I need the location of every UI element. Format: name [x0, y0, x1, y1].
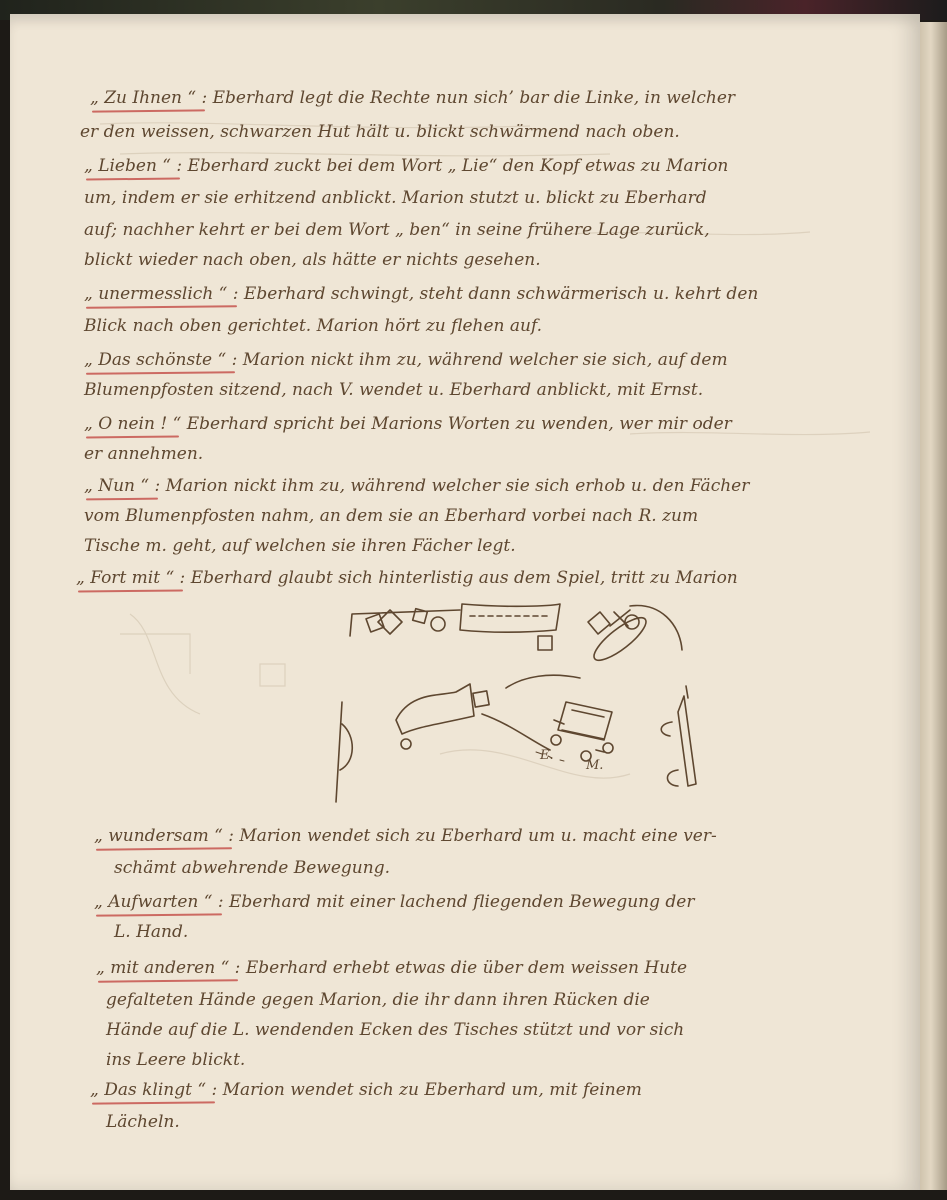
text-line-7: [84, 286, 758, 303]
text-line-20: [114, 924, 188, 941]
text-line-5: [84, 222, 710, 239]
dialogue-cue: „ Nun “ :: [84, 476, 161, 496]
text-line-10: [84, 382, 703, 399]
text-line-24: [106, 1052, 245, 1069]
dialogue-cue: „ mit anderen “ :: [96, 958, 241, 978]
text-line-6: [84, 252, 541, 269]
text-line-17: [94, 828, 717, 845]
dialogue-cue: „ wundersam “ :: [94, 826, 234, 846]
text-line-26: [106, 1114, 180, 1131]
dialogue-cue: „ Das schönste “ :: [84, 350, 238, 370]
adjacent-page-edge: [920, 22, 947, 1190]
dialogue-cue: „ Zu Ihnen “ :: [90, 88, 208, 108]
stage-direction: schämt abwehrende Bewegung.: [114, 858, 390, 878]
stage-direction: vom Blumenpfosten nahm, an dem sie an Eberhard vorbei nach R. zum: [84, 506, 699, 526]
dialogue-cue: „ Fort mit “ :: [76, 568, 186, 588]
stage-direction: Lächeln.: [106, 1112, 180, 1132]
stage-direction: Hände auf die L. wendenden Ecken des Tisches stützt und vor sich: [106, 1020, 685, 1040]
stage-direction: Eberhard legt die Rechte nun sich’ bar die Linke, in welcher: [212, 88, 736, 108]
stage-direction: ins Leere blickt.: [106, 1050, 246, 1070]
stage-direction: Marion wendet sich zu Eberhard um, mit feinem: [222, 1080, 642, 1100]
dialogue-cue: „ Lieben “ :: [84, 156, 183, 176]
dialogue-cue: „ O nein ! “: [84, 414, 182, 434]
stage-blocking-diagram: [310, 574, 730, 834]
stage-direction: um, indem er sie erhitzend anblickt. Marion stutzt u. blickt zu Eberhard: [84, 188, 707, 208]
dialogue-cue: „ Aufwarten “ :: [94, 892, 224, 912]
text-line-2: [80, 124, 680, 141]
stage-direction: Marion nickt ihm zu, während welcher sie sich erhob u. den Fächer: [165, 476, 750, 496]
text-line-9: [84, 352, 728, 369]
stage-sketch: [310, 574, 730, 834]
stage-direction: Eberhard schwingt, steht dann schwärmerisch u. kehrt den: [243, 284, 759, 304]
stage-direction: blickt wieder nach oben, als hätte er nichts gesehen.: [84, 250, 541, 270]
text-line-15: [84, 538, 516, 555]
text-line-1: [90, 90, 735, 107]
stage-direction: er den weissen, schwarzen Hut hält u. blickt schwärmend nach oben.: [80, 122, 680, 142]
stage-direction: Marion wendet sich zu Eberhard um u. macht eine ver-: [239, 826, 717, 846]
eberhard-position-label: E.: [540, 748, 554, 763]
stage-direction: Eberhard zuckt bei dem Wort „ Lie“ den Kopf etwas zu Marion: [187, 156, 729, 176]
stage-direction: L. Hand.: [114, 922, 189, 942]
stage-direction: Eberhard spricht bei Marions Worten zu wenden, wer mir oder: [186, 414, 732, 434]
text-line-13: [84, 478, 749, 495]
text-line-4: [84, 190, 707, 207]
stage-direction: Blick nach oben gerichtet. Marion hört zu flehen auf.: [84, 316, 543, 336]
text-line-22: [106, 992, 650, 1009]
text-line-23: [106, 1022, 684, 1039]
text-line-11: [84, 416, 732, 433]
stage-direction: gefalteten Hände gegen Marion, die ihr dann ihren Rücken die: [106, 990, 650, 1010]
stage-direction: Eberhard mit einer lachend fliegenden Bewegung der: [229, 892, 695, 912]
stage-direction: er annehmen.: [84, 444, 204, 464]
text-line-19: [94, 894, 694, 911]
stage-direction: Eberhard glaubt sich hinterlistig aus dem Spiel, tritt zu Marion: [190, 568, 738, 588]
marion-position-label: M.: [586, 758, 604, 773]
text-line-3: [84, 158, 728, 175]
dialogue-cue: „ unermesslich “ :: [84, 284, 239, 304]
text-line-21: [96, 960, 687, 977]
stage-direction: Blumenpfosten sitzend, nach V. wendet u. Eberhard anblickt, mit Ernst.: [84, 380, 704, 400]
text-line-18: [114, 860, 390, 877]
stage-direction: Marion nickt ihm zu, während welcher sie sich, auf dem: [242, 350, 728, 370]
text-line-8: [84, 318, 542, 335]
text-line-14: [84, 508, 698, 525]
stage-direction: auf; nachher kehrt er bei dem Wort „ ben“ in seine frühere Lage zurück,: [84, 220, 710, 240]
dialogue-cue: „ Das klingt “ :: [90, 1080, 218, 1100]
stage-direction: Tische m. geht, auf welchen sie ihren Fächer legt.: [84, 536, 516, 556]
text-line-25: [90, 1082, 642, 1099]
manuscript-page: [10, 14, 920, 1190]
text-line-12: [84, 446, 203, 463]
stage-direction: Eberhard erhebt etwas die über dem weissen Hute: [245, 958, 688, 978]
